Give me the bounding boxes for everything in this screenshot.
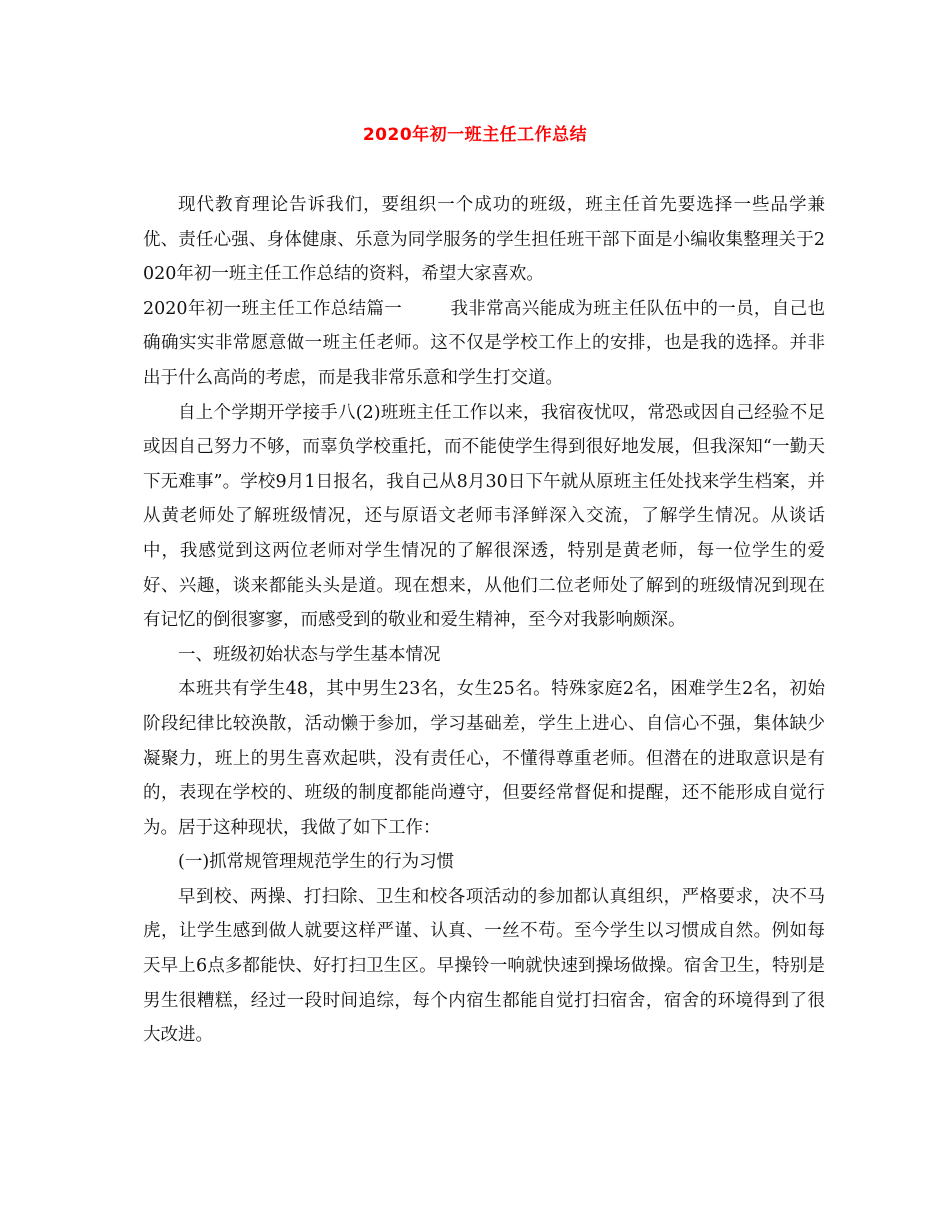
intro-paragraph: 现代教育理论告诉我们，要组织一个成功的班级，班主任首先要选择一些品学兼优、责任心强、身体健康、乐意为同学服务的学生担任班干部下面是小编收集整理关于2020年初一班主任工作总结的资料，希望大家喜欢。 <box>143 195 825 285</box>
section-heading: 2020年初一班主任工作总结篇一 <box>143 298 403 319</box>
document-body <box>143 188 825 1053</box>
subheading: (一)抓常规管理规范学生的行为习惯 <box>178 852 455 873</box>
document-title: 2020年初一班主任工作总结 <box>362 125 588 145</box>
body-paragraph: 本班共有学生48，其中男生23名，女生25名。特殊家庭2名，困难学生2名，初始阶段纪律比较涣散，活动懒于参加，学习基础差，学生上进心、自信心不强，集体缺少凝聚力，班上的男生喜欢起哄，没有责任心，不懂得尊重老师。但潜在的进取意识是有的，表现在学校的、班级的制度都能尚遵守，但要经常督促和提醒，还不能形成自觉行为。居于这种现状，我做了如下工作： <box>143 679 825 838</box>
body-paragraph: 自上个学期开学接手八(2)班班主任工作以来，我宿夜忧叹，常恐或因自己经验不足或因自己努力不够，而辜负学校重托，而不能使学生得到很好地发展，但我深知“一勤天下无难事”。学校9月1日报名，我自己从8月30日下午就从原班主任处找来学生档案，并从黄老师处了解班级情况，还与原语文老师韦泽鲜深入交流，了解学生情况。从谈话中，我感觉到这两位老师对学生情况的了解很深透，特别是黄老师，每一位学生的爱好、兴趣，谈来都能头头是道。现在想来，从他们二位老师处了解到的班级情况到现在有记忆的倒很寥寥，而感受到的敬业和爱生精神，至今对我影响颇深。 <box>143 402 825 631</box>
body-paragraph: 早到校、两操、打扫除、卫生和校各项活动的参加都认真组织，严格要求，决不马虎，让学生感到做人就要这样严谨、认真、一丝不苟。至今学生以习惯成自然。例如每天早上6点多都能快、好打扫卫生区。早操铃一响就快速到操场做操。宿舍卫生，特别是男生很糟糕，经过一段时间追综，每个内宿生都能自觉打扫宿舍，宿舍的环境得到了很大改进。 <box>143 886 825 1046</box>
section-paragraph <box>143 292 825 396</box>
section-first-text: 我非常高兴能成为班主任队伍中的一员，自己也确确实实非常愿意做一班主任老师。这不仅是学校工作上的安排，也是我的选择。并非出于什么高尚的考虑，而是我非常乐意和学生打交道。 <box>143 298 825 388</box>
subheading: 一、班级初始状态与学生基本情况 <box>178 644 441 665</box>
